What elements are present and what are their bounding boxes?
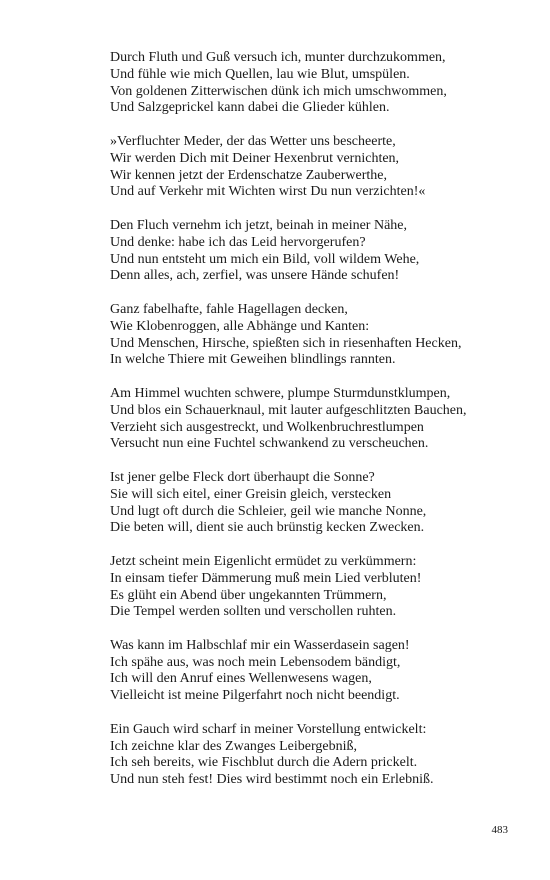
stanza-4 <box>110 302 530 369</box>
poem-line: In einsam tiefer Dämmerung muß mein Lied verbluten! <box>110 570 422 586</box>
stanza-6 <box>110 470 530 537</box>
stanza-2 <box>110 134 530 201</box>
poem-line: Was kann im Halbschlaf mir ein Wasserdasein sagen! <box>110 637 410 653</box>
stanza-7 <box>110 554 530 621</box>
stanza-9 <box>110 722 530 789</box>
poem-line: Und fühle wie mich Quellen, lau wie Blut, umspülen. <box>110 66 410 82</box>
poem-line: Wie Klobenroggen, alle Abhänge und Kanten: <box>110 318 370 334</box>
poem-line: Durch Fluth und Guß versuch ich, munter durchzukommen, <box>110 50 446 65</box>
poem-line: Ich spähe aus, was noch mein Lebensodem bändigt, <box>110 654 401 670</box>
poem-line: Wir werden Dich mit Deiner Hexenbrut vernichten, <box>110 150 400 166</box>
poem-line: Ein Gauch wird scharf in meiner Vorstellung entwickelt: <box>110 721 427 737</box>
poem-line: In welche Thiere mit Geweihen blindlings rannten. <box>110 352 396 368</box>
poem-line: Und lugt oft durch die Schleier, geil wie manche Nonne, <box>110 503 427 519</box>
poem-line: Am Himmel wuchten schwere, plumpe Sturmdunstklumpen, <box>110 385 451 401</box>
page-number: 483 <box>491 824 508 836</box>
poem-line: Und blos ein Schauerknaul, mit lauter aufgeschlitzten Bauchen, <box>110 402 467 418</box>
poem-line: Und nun entsteht um mich ein Bild, voll wildem Wehe, <box>110 251 420 267</box>
stanza-8 <box>110 638 530 705</box>
poem-line: Denn alles, ach, zerfiel, was unsere Hände schufen! <box>110 268 400 284</box>
poem-line: Den Fluch vernehm ich jetzt, beinah in meiner Nähe, <box>110 217 408 233</box>
poem-line: Ist jener gelbe Fleck dort überhaupt die Sonne? <box>110 469 375 485</box>
poem-line: Die Tempel werden sollten und verschollen ruhten. <box>110 604 397 620</box>
poem-line: Und Menschen, Hirsche, spießten sich in riesenhaften Hecken, <box>110 335 462 351</box>
poem-line: Und auf Verkehr mit Wichten wirst Du nun verzichten!« <box>110 184 426 200</box>
poem-line: Wir kennen jetzt der Erdenschatze Zauberwerthe, <box>110 167 387 183</box>
poem-line: Jetzt scheint mein Eigenlicht ermüdet zu verkümmern: <box>110 553 417 569</box>
stanza-5 <box>110 386 530 453</box>
poem-line: Ich seh bereits, wie Fischblut durch die Adern prickelt. <box>110 755 418 771</box>
poem-line: Und denke: habe ich das Leid hervorgerufen? <box>110 234 366 250</box>
poem-line: Verzieht sich ausgestreckt, und Wolkenbruchrestlumpen <box>110 419 424 435</box>
poem-line: Sie will sich eitel, einer Greisin gleich, verstecken <box>110 486 392 502</box>
poem-line: Ich zeichne klar des Zwanges Leibergebniß, <box>110 738 357 754</box>
poem-line: Ganz fabelhafte, fahle Hagellagen decken, <box>110 301 348 317</box>
poem-body <box>110 50 530 806</box>
poem-line: Von goldenen Zitterwischen dünk ich mich umschwommen, <box>110 83 447 99</box>
poem-line: Ich will den Anruf eines Wellenwesens wagen, <box>110 671 372 687</box>
stanza-3 <box>110 218 530 285</box>
poem-line: Es glüht ein Abend über ungekannten Trümmern, <box>110 587 387 603</box>
poem-line: Vielleicht ist meine Pilgerfahrt noch nicht beendigt. <box>110 688 400 704</box>
poem-line: Und nun steh fest! Dies wird bestimmt noch ein Erlebniß. <box>110 772 434 788</box>
poem-line: »Verfluchter Meder, der das Wetter uns bescheerte, <box>110 133 396 149</box>
stanza-1 <box>110 50 530 117</box>
poem-line: Und Salzgeprickel kann dabei die Glieder kühlen. <box>110 100 390 116</box>
poem-line: Versucht nun eine Fuchtel schwankend zu verscheuchen. <box>110 436 429 452</box>
poem-line: Die beten will, dient sie auch brünstig kecken Zwecken. <box>110 520 425 536</box>
